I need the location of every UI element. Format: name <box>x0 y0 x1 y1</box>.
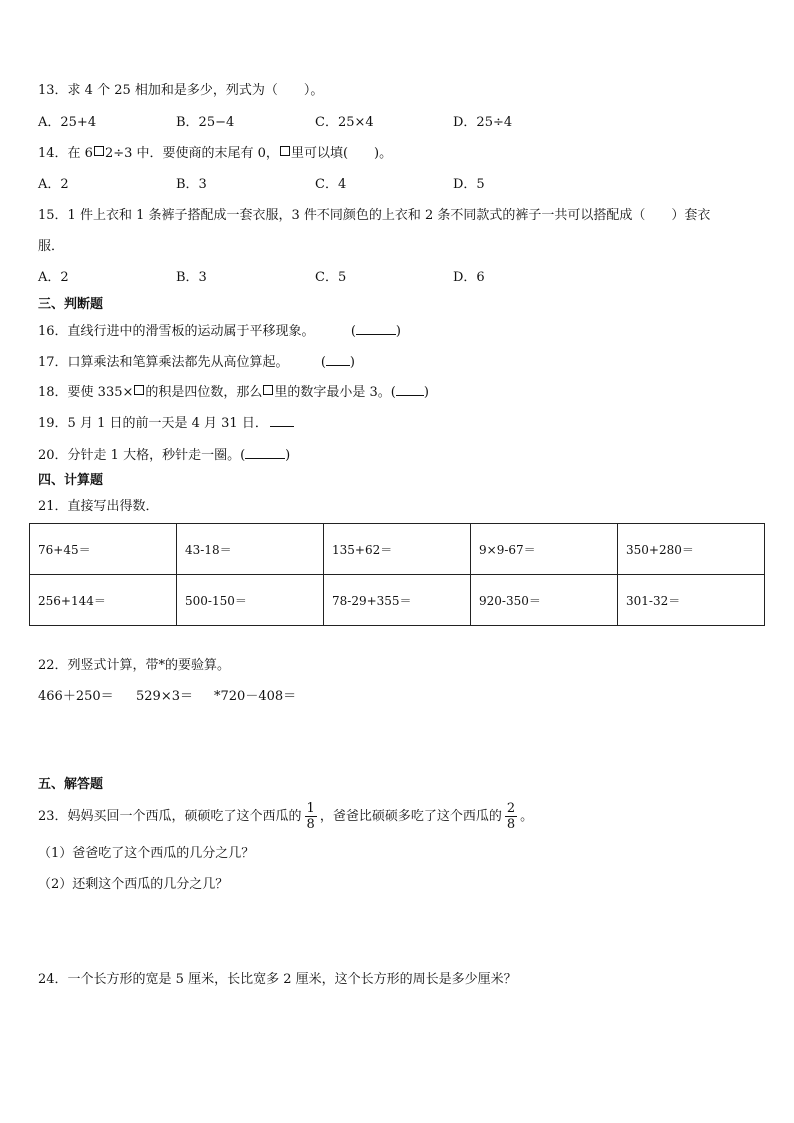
blank-box-icon <box>134 385 144 395</box>
q22-item-3: *720－408＝ <box>214 689 297 704</box>
table-cell: 920-350＝ <box>471 575 618 626</box>
table-cell: 9×9-67＝ <box>471 524 618 575</box>
table-cell: 350+280＝ <box>618 524 765 575</box>
section-heading-word-problems: 五、解答题 <box>38 777 104 792</box>
q14-text-pre: 14．在 6 <box>38 146 93 161</box>
q14-option-c: C．4 <box>315 177 347 192</box>
q18-text-post: 的积是四位数，那么 <box>145 385 263 400</box>
q22-item-2: 529×3＝ <box>136 689 193 704</box>
q19-text: 19．5 月 1 日的前一天是 4 月 31 日． <box>38 416 268 431</box>
question-21: 21．直接写出得数． <box>38 499 159 514</box>
q14-text-mid: 2÷3 中．要使商的末尾有 0， <box>104 146 279 161</box>
question-15-line-2: 服． <box>38 239 65 254</box>
blank-box-icon <box>280 146 290 156</box>
paren-close: ) <box>285 448 291 463</box>
q14-option-d: D．5 <box>453 177 485 192</box>
answer-blank[interactable] <box>356 322 396 335</box>
table-cell: 500-150＝ <box>177 575 324 626</box>
q23-text-mid: ，爸爸比硕硕多吃了这个西瓜的 <box>319 809 502 824</box>
q14-option-b: B．3 <box>176 177 207 192</box>
q15-option-a: A．2 <box>38 270 69 285</box>
q13-option-a: A．25+4 <box>38 115 97 130</box>
q15-option-b: B．3 <box>176 270 207 285</box>
answer-blank[interactable] <box>270 414 294 427</box>
question-18 <box>38 383 429 402</box>
q13-option-b: B．25−4 <box>176 115 235 130</box>
q16-text: 16．直线行进中的滑雪板的运动属于平移现象。 <box>38 324 315 339</box>
table-cell: 301-32＝ <box>618 575 765 626</box>
fraction-numerator: 1 <box>306 801 315 816</box>
question-13: 13．求 4 个 25 相加和是多少，列式为（ ）。 <box>38 83 324 98</box>
question-15-line-1: 15．1 件上衣和 1 条裤子搭配成一套衣服，3 件不同颜色的上衣和 2 条不同款式的裤子一共可以搭配成（ ）套衣 <box>38 208 711 223</box>
calculation-table <box>29 523 765 626</box>
answer-blank[interactable] <box>326 353 350 366</box>
fraction-numerator: 2 <box>506 801 516 816</box>
q18-text-post2: 里的数字最小是 3。( <box>274 385 396 400</box>
fraction-denominator: 8 <box>506 817 516 832</box>
table-cell: 78-29+355＝ <box>324 575 471 626</box>
question-20 <box>38 446 290 465</box>
q18-text-pre: 18．要使 335× <box>38 385 134 400</box>
section-heading-calculation: 四、计算题 <box>38 473 104 488</box>
q13-option-c: C．25×4 <box>315 115 374 130</box>
q22-item-1: 466＋250＝ <box>38 689 114 704</box>
q14-text-post: 里可以填( )。 <box>290 146 393 161</box>
q13-option-d: D．25÷4 <box>453 115 513 130</box>
table-cell: 135+62＝ <box>324 524 471 575</box>
paren-close: ) <box>349 355 355 370</box>
fraction-one-eighth <box>305 801 317 832</box>
q23-text-post: 。 <box>520 809 534 824</box>
question-22: 22．列竖式计算，带*的要验算。 <box>38 658 231 673</box>
section-heading-judgment: 三、判断题 <box>38 297 104 312</box>
question-23-sub-1: （1）爸爸吃了这个西瓜的几分之几？ <box>38 846 255 861</box>
table-row <box>30 575 765 626</box>
paren-open: ( <box>350 324 356 339</box>
q23-text-pre: 23．妈妈买回一个西瓜，硕硕吃了这个西瓜的 <box>38 809 302 824</box>
q14-option-a: A．2 <box>38 177 69 192</box>
answer-blank[interactable] <box>245 446 285 459</box>
q20-text: 20．分针走 1 大格，秒针走一圈。( <box>38 448 246 463</box>
paren-open: ( <box>320 355 326 370</box>
answer-blank[interactable] <box>396 383 424 396</box>
table-cell: 43-18＝ <box>177 524 324 575</box>
q15-option-d: D．6 <box>453 270 485 285</box>
question-23-sub-2: （2）还剩这个西瓜的几分之几？ <box>38 877 229 892</box>
blank-box-icon <box>94 146 104 156</box>
fraction-two-eighths <box>505 801 517 832</box>
q15-option-c: C．5 <box>315 270 347 285</box>
question-23 <box>38 799 533 835</box>
table-row <box>30 524 765 575</box>
q17-text: 17．口算乘法和笔算乘法都先从高位算起。 <box>38 355 289 370</box>
question-16 <box>38 322 401 341</box>
question-24: 24．一个长方形的宽是 5 厘米，长比宽多 2 厘米，这个长方形的周长是多少厘米？ <box>38 972 517 987</box>
paren-close: ) <box>395 324 401 339</box>
question-14 <box>38 145 392 163</box>
question-19 <box>38 414 294 433</box>
blank-box-icon <box>263 385 273 395</box>
table-cell: 76+45＝ <box>30 524 177 575</box>
question-17 <box>38 353 355 372</box>
paren-close: ) <box>423 385 429 400</box>
table-cell: 256+144＝ <box>30 575 177 626</box>
fraction-denominator: 8 <box>306 817 315 832</box>
